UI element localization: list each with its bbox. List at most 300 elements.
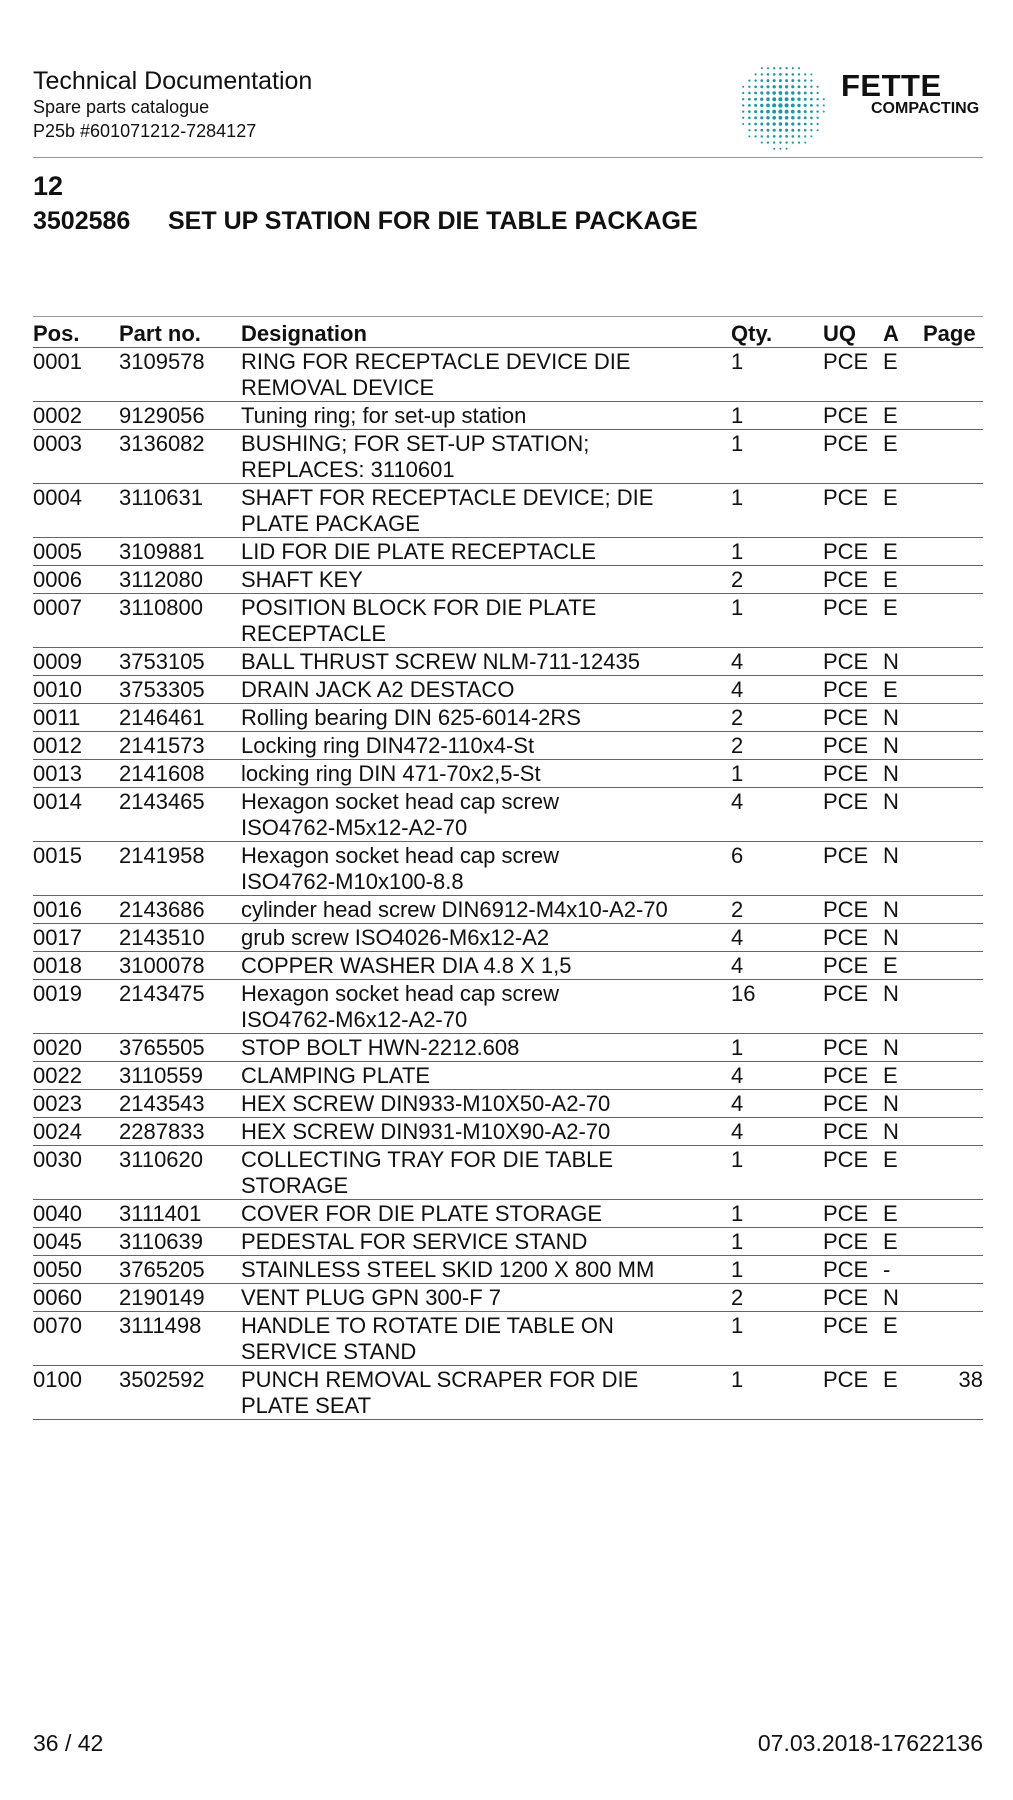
logo-dot xyxy=(761,142,763,144)
table-row xyxy=(33,566,983,594)
logo-dot xyxy=(785,97,789,101)
designation-line: HEX SCREW DIN933-M10X50-A2-70 xyxy=(241,1091,611,1116)
cell-page xyxy=(923,1034,983,1062)
logo-dot xyxy=(816,104,818,106)
cell-uq: PCE xyxy=(823,924,883,952)
logo-dot xyxy=(816,98,818,100)
cell-part-no: 2143686 xyxy=(119,896,241,924)
logo-dot xyxy=(823,98,825,100)
cell-qty: 4 xyxy=(731,788,823,842)
cell-part-no: 2141958 xyxy=(119,842,241,896)
cell-qty: 2 xyxy=(731,896,823,924)
table-row xyxy=(33,788,983,842)
logo-dot xyxy=(798,67,800,69)
logo-dot xyxy=(779,85,782,88)
cell-a: E xyxy=(883,402,923,430)
cell-pos: 0015 xyxy=(33,842,119,896)
logo-dot xyxy=(754,85,757,88)
table-row xyxy=(33,842,983,896)
cell-page xyxy=(923,1200,983,1228)
cell-uq: PCE xyxy=(823,1062,883,1090)
designation-line: RECEPTACLE xyxy=(241,621,387,646)
logo-dot xyxy=(810,86,812,88)
logo-dot xyxy=(767,135,770,138)
cell-designation xyxy=(241,1366,731,1420)
cell-designation xyxy=(241,538,731,566)
logo-dot xyxy=(797,98,800,101)
cell-part-no: 2143510 xyxy=(119,924,241,952)
cell-part-no: 2146461 xyxy=(119,704,241,732)
designation-line: PLATE PACKAGE xyxy=(241,511,420,536)
cell-uq: PCE xyxy=(823,952,883,980)
designation-line: RING FOR RECEPTACLE DEVICE DIE xyxy=(241,349,631,374)
logo-dot xyxy=(773,129,776,132)
logo-dot xyxy=(760,129,763,132)
logo-dot xyxy=(766,97,770,101)
cell-pos: 0024 xyxy=(33,1118,119,1146)
table-row xyxy=(33,594,983,648)
cell-pos: 0012 xyxy=(33,732,119,760)
logo-dot xyxy=(754,104,757,107)
logo-dot xyxy=(792,67,794,69)
cell-pos: 0004 xyxy=(33,484,119,538)
logo-dot xyxy=(778,97,782,101)
cell-page xyxy=(923,952,983,980)
designation-line: COLLECTING TRAY FOR DIE TABLE xyxy=(241,1147,614,1172)
cell-pos: 0018 xyxy=(33,952,119,980)
logo-dot xyxy=(760,79,763,82)
logo-dot xyxy=(804,123,807,126)
cell-designation xyxy=(241,732,731,760)
cell-pos: 0017 xyxy=(33,924,119,952)
designation-line: Locking ring DIN472-110x4-St xyxy=(241,733,535,758)
cell-part-no: 3765205 xyxy=(119,1256,241,1284)
logo-dot xyxy=(772,91,776,95)
logo-dot xyxy=(785,67,787,69)
logo-dot xyxy=(754,110,757,113)
cell-pos: 0050 xyxy=(33,1256,119,1284)
logo-dot xyxy=(785,103,789,107)
logo-dot xyxy=(760,123,763,126)
cell-a: E xyxy=(883,348,923,402)
cell-page xyxy=(923,704,983,732)
logo-dot xyxy=(773,73,776,76)
cell-a: N xyxy=(883,896,923,924)
cell-uq: PCE xyxy=(823,676,883,704)
logo-dot xyxy=(748,104,751,107)
cell-page xyxy=(923,402,983,430)
cell-qty: 1 xyxy=(731,402,823,430)
cell-a: E xyxy=(883,484,923,538)
cell-uq: PCE xyxy=(823,348,883,402)
cell-designation xyxy=(241,430,731,484)
cell-pos: 0005 xyxy=(33,538,119,566)
logo-dot xyxy=(785,79,788,82)
logo-dot xyxy=(810,110,813,113)
cell-part-no: 3109881 xyxy=(119,538,241,566)
cell-a: - xyxy=(883,1256,923,1284)
cell-part-no: 2143475 xyxy=(119,980,241,1034)
logo-dot xyxy=(779,67,781,69)
header-qty: Qty. xyxy=(731,317,823,348)
cell-designation xyxy=(241,1090,731,1118)
designation-line: LID FOR DIE PLATE RECEPTACLE xyxy=(241,539,596,564)
cell-designation xyxy=(241,788,731,842)
designation-line: cylinder head screw DIN6912-M4x10-A2-70 xyxy=(241,897,668,922)
assembly-part-number: 3502586 xyxy=(33,207,131,235)
cell-a: N xyxy=(883,1118,923,1146)
logo-dot xyxy=(742,92,744,94)
cell-qty: 4 xyxy=(731,1090,823,1118)
logo-dot xyxy=(791,129,794,132)
cell-pos: 0100 xyxy=(33,1366,119,1420)
logo-dot xyxy=(791,104,795,108)
logo-dot xyxy=(748,129,750,131)
cell-designation xyxy=(241,348,731,402)
cell-page xyxy=(923,484,983,538)
cell-uq: PCE xyxy=(823,980,883,1034)
cell-qty: 2 xyxy=(731,732,823,760)
logo-dot xyxy=(797,110,800,113)
cell-qty: 1 xyxy=(731,1366,823,1420)
cell-qty: 1 xyxy=(731,538,823,566)
logo-dot xyxy=(785,141,787,143)
cell-uq: PCE xyxy=(823,538,883,566)
cell-a: E xyxy=(883,566,923,594)
cell-part-no: 2190149 xyxy=(119,1284,241,1312)
cell-designation xyxy=(241,842,731,896)
cell-pos: 0003 xyxy=(33,430,119,484)
logo-dot xyxy=(810,116,813,119)
logo-dot xyxy=(810,73,812,75)
logo-dot xyxy=(766,104,770,108)
logo-dot xyxy=(742,104,744,106)
logo-dot xyxy=(785,122,788,125)
designation-line: BUSHING; FOR SET-UP STATION; xyxy=(241,431,590,456)
section-number: 12 xyxy=(33,171,64,201)
cell-qty: 1 xyxy=(731,760,823,788)
cell-designation xyxy=(241,1312,731,1366)
logo-dot xyxy=(742,86,744,88)
cell-page xyxy=(923,1062,983,1090)
document-title: Technical Documentation xyxy=(33,67,313,95)
cell-uq: PCE xyxy=(823,1118,883,1146)
cell-qty: 6 xyxy=(731,842,823,896)
table-row xyxy=(33,1312,983,1366)
logo-dot xyxy=(786,148,788,150)
table-row xyxy=(33,430,983,484)
logo-dot xyxy=(804,104,807,107)
cell-part-no: 2287833 xyxy=(119,1118,241,1146)
cell-part-no: 2141608 xyxy=(119,760,241,788)
logo-dot xyxy=(778,103,782,107)
cell-designation xyxy=(241,924,731,952)
table-row xyxy=(33,1284,983,1312)
logo-dot xyxy=(767,73,770,76)
logo-dot xyxy=(773,122,776,125)
logo-dot xyxy=(779,73,782,76)
cell-uq: PCE xyxy=(823,566,883,594)
header-page: Page xyxy=(923,317,983,348)
cell-page xyxy=(923,594,983,648)
logo-dot xyxy=(810,79,812,81)
cell-page xyxy=(923,1256,983,1284)
cell-part-no: 3502592 xyxy=(119,1366,241,1420)
assembly-heading xyxy=(33,205,698,237)
cell-part-no: 9129056 xyxy=(119,402,241,430)
cell-designation xyxy=(241,648,731,676)
cell-a: N xyxy=(883,788,923,842)
designation-line: SHAFT FOR RECEPTACLE DEVICE; DIE xyxy=(241,485,654,510)
logo-dot xyxy=(804,142,806,144)
logo-dot xyxy=(817,129,819,131)
cell-uq: PCE xyxy=(823,788,883,842)
cell-part-no: 3100078 xyxy=(119,952,241,980)
logo-dot xyxy=(742,117,744,119)
logo-dot xyxy=(791,116,794,119)
cell-pos: 0001 xyxy=(33,348,119,402)
cell-a: N xyxy=(883,1090,923,1118)
logo-dot xyxy=(773,67,775,69)
table-row xyxy=(33,896,983,924)
cell-a: E xyxy=(883,1062,923,1090)
logo-dot xyxy=(791,122,794,125)
cell-uq: PCE xyxy=(823,1146,883,1200)
cell-pos: 0016 xyxy=(33,896,119,924)
cell-pos: 0010 xyxy=(33,676,119,704)
designation-line: DRAIN JACK A2 DESTACO xyxy=(241,677,515,702)
cell-part-no: 3110559 xyxy=(119,1062,241,1090)
cell-page xyxy=(923,980,983,1034)
logo-dot xyxy=(798,142,800,144)
cell-pos: 0020 xyxy=(33,1034,119,1062)
logo-dot xyxy=(761,67,763,69)
logo-dot xyxy=(798,135,800,137)
logo-dot xyxy=(754,135,756,137)
logo-dot xyxy=(773,79,776,82)
table-row xyxy=(33,1062,983,1090)
logo-dot xyxy=(797,116,800,119)
logo-dot xyxy=(766,116,769,119)
logo-dot xyxy=(817,123,819,125)
cell-part-no: 2143543 xyxy=(119,1090,241,1118)
logo-dot xyxy=(810,123,812,125)
logo-dot xyxy=(761,135,763,137)
cell-pos: 0023 xyxy=(33,1090,119,1118)
cell-designation xyxy=(241,566,731,594)
designation-line: REMOVAL DEVICE xyxy=(241,375,435,400)
cell-a: E xyxy=(883,952,923,980)
cell-page xyxy=(923,1146,983,1200)
cell-page xyxy=(923,1284,983,1312)
logo-dot xyxy=(785,110,789,114)
cell-a: N xyxy=(883,1034,923,1062)
cell-a: N xyxy=(883,732,923,760)
cell-pos: 0011 xyxy=(33,704,119,732)
logo-dot xyxy=(760,116,763,119)
table-row xyxy=(33,1034,983,1062)
brand-subname: COMPACTING xyxy=(871,100,980,117)
fette-logo xyxy=(733,58,983,154)
logo-dot xyxy=(798,129,801,132)
logo-dot xyxy=(785,135,788,138)
cell-a: E xyxy=(883,430,923,484)
cell-designation xyxy=(241,402,731,430)
logo-dot xyxy=(761,73,763,75)
logo-dot xyxy=(767,141,769,143)
document-subtitle: Spare parts catalogue xyxy=(33,97,210,117)
cell-page xyxy=(923,676,983,704)
cell-pos: 0009 xyxy=(33,648,119,676)
cell-a: E xyxy=(883,1200,923,1228)
logo-dot xyxy=(810,92,813,95)
cell-page xyxy=(923,648,983,676)
logo-dot xyxy=(804,129,807,132)
logo-dot xyxy=(754,79,756,81)
table-row xyxy=(33,538,983,566)
cell-designation xyxy=(241,896,731,924)
logo-dot xyxy=(817,86,819,88)
header-part-no: Part no. xyxy=(119,317,241,348)
logo-dot xyxy=(772,110,776,114)
cell-page: 38 xyxy=(923,1366,983,1420)
designation-line: SERVICE STAND xyxy=(241,1339,417,1364)
cell-qty: 1 xyxy=(731,1228,823,1256)
cell-designation xyxy=(241,1062,731,1090)
cell-uq: PCE xyxy=(823,760,883,788)
header-designation: Designation xyxy=(241,317,731,348)
cell-page xyxy=(923,896,983,924)
table-row xyxy=(33,1256,983,1284)
cell-page xyxy=(923,430,983,484)
designation-line: Hexagon socket head cap screw xyxy=(241,789,559,814)
logo-dot xyxy=(773,141,775,143)
cell-qty: 1 xyxy=(731,1146,823,1200)
logo-dot xyxy=(754,98,757,101)
cell-part-no: 2143465 xyxy=(119,788,241,842)
cell-a: E xyxy=(883,1228,923,1256)
logo-dot xyxy=(760,104,763,107)
logo-dot xyxy=(754,123,757,126)
cell-designation xyxy=(241,484,731,538)
designation-line: STORAGE xyxy=(241,1173,349,1198)
cell-part-no: 2141573 xyxy=(119,732,241,760)
page-number: 36 / 42 xyxy=(33,1730,104,1756)
cell-qty: 4 xyxy=(731,676,823,704)
cell-qty: 4 xyxy=(731,1118,823,1146)
logo-dot xyxy=(810,135,812,137)
logo-dot xyxy=(797,91,800,94)
cell-uq: PCE xyxy=(823,648,883,676)
designation-line: HANDLE TO ROTATE DIE TABLE ON xyxy=(241,1313,614,1338)
table-row xyxy=(33,1228,983,1256)
logo-dot xyxy=(797,122,800,125)
logo-dot xyxy=(772,116,776,120)
cell-page xyxy=(923,732,983,760)
designation-line: ISO4762-M6x12-A2-70 xyxy=(241,1007,468,1032)
cell-part-no: 3110639 xyxy=(119,1228,241,1256)
cell-uq: PCE xyxy=(823,896,883,924)
cell-a: N xyxy=(883,842,923,896)
logo-dot xyxy=(810,98,813,101)
cell-qty: 2 xyxy=(731,1284,823,1312)
designation-line: ISO4762-M5x12-A2-70 xyxy=(241,815,468,840)
logo-dot xyxy=(785,91,789,95)
logo-dot xyxy=(760,98,763,101)
logo-dot xyxy=(779,91,783,95)
cell-a: E xyxy=(883,1366,923,1420)
cell-uq: PCE xyxy=(823,704,883,732)
cell-uq: PCE xyxy=(823,1366,883,1420)
cell-designation xyxy=(241,1146,731,1200)
designation-line: HEX SCREW DIN931-M10X90-A2-70 xyxy=(241,1119,611,1144)
logo-dot xyxy=(779,129,782,132)
designation-line: PEDESTAL FOR SERVICE STAND xyxy=(241,1229,588,1254)
dot-globe-icon xyxy=(733,58,833,154)
cell-designation xyxy=(241,1256,731,1284)
cell-page xyxy=(923,788,983,842)
cell-designation xyxy=(241,1118,731,1146)
header-divider xyxy=(33,157,983,158)
table-row xyxy=(33,1200,983,1228)
cell-a: N xyxy=(883,980,923,1034)
logo-dot xyxy=(748,86,750,88)
logo-dot xyxy=(804,116,807,119)
cell-page xyxy=(923,348,983,402)
cell-uq: PCE xyxy=(823,594,883,648)
cell-designation xyxy=(241,1228,731,1256)
designation-line: Hexagon socket head cap screw xyxy=(241,981,559,1006)
logo-dot xyxy=(754,129,756,131)
cell-a: N xyxy=(883,924,923,952)
logo-dot xyxy=(791,135,794,138)
cell-designation xyxy=(241,1284,731,1312)
logo-dot xyxy=(785,116,789,120)
logo-dot xyxy=(754,116,757,119)
cell-uq: PCE xyxy=(823,1090,883,1118)
logo-dot xyxy=(772,97,776,101)
assembly-title: SET UP STATION FOR DIE TABLE PACKAGE xyxy=(168,207,698,235)
designation-line: BALL THRUST SCREW NLM-711-12435 xyxy=(241,649,640,674)
table-row xyxy=(33,760,983,788)
cell-a: E xyxy=(883,538,923,566)
logo-dot xyxy=(804,135,806,137)
cell-designation xyxy=(241,980,731,1034)
cell-uq: PCE xyxy=(823,1312,883,1366)
logo-dot xyxy=(791,79,794,82)
logo-dot xyxy=(816,117,818,119)
cell-designation xyxy=(241,952,731,980)
logo-dot xyxy=(748,123,750,125)
designation-line: Rolling bearing DIN 625-6014-2RS xyxy=(241,705,581,730)
table-row xyxy=(33,1090,983,1118)
logo-dot xyxy=(797,104,800,107)
logo-dot xyxy=(791,110,795,114)
cell-uq: PCE xyxy=(823,732,883,760)
cell-part-no: 3110800 xyxy=(119,594,241,648)
cell-part-no: 3111498 xyxy=(119,1312,241,1366)
logo-dot xyxy=(773,85,776,88)
logo-dot xyxy=(773,148,775,150)
cell-qty: 1 xyxy=(731,348,823,402)
cell-part-no: 3753105 xyxy=(119,648,241,676)
designation-line: COPPER WASHER DIA 4.8 X 1,5 xyxy=(241,953,572,978)
table-row xyxy=(33,648,983,676)
cell-pos: 0019 xyxy=(33,980,119,1034)
logo-dot xyxy=(767,79,770,82)
document-header xyxy=(33,64,983,158)
cell-a: N xyxy=(883,648,923,676)
